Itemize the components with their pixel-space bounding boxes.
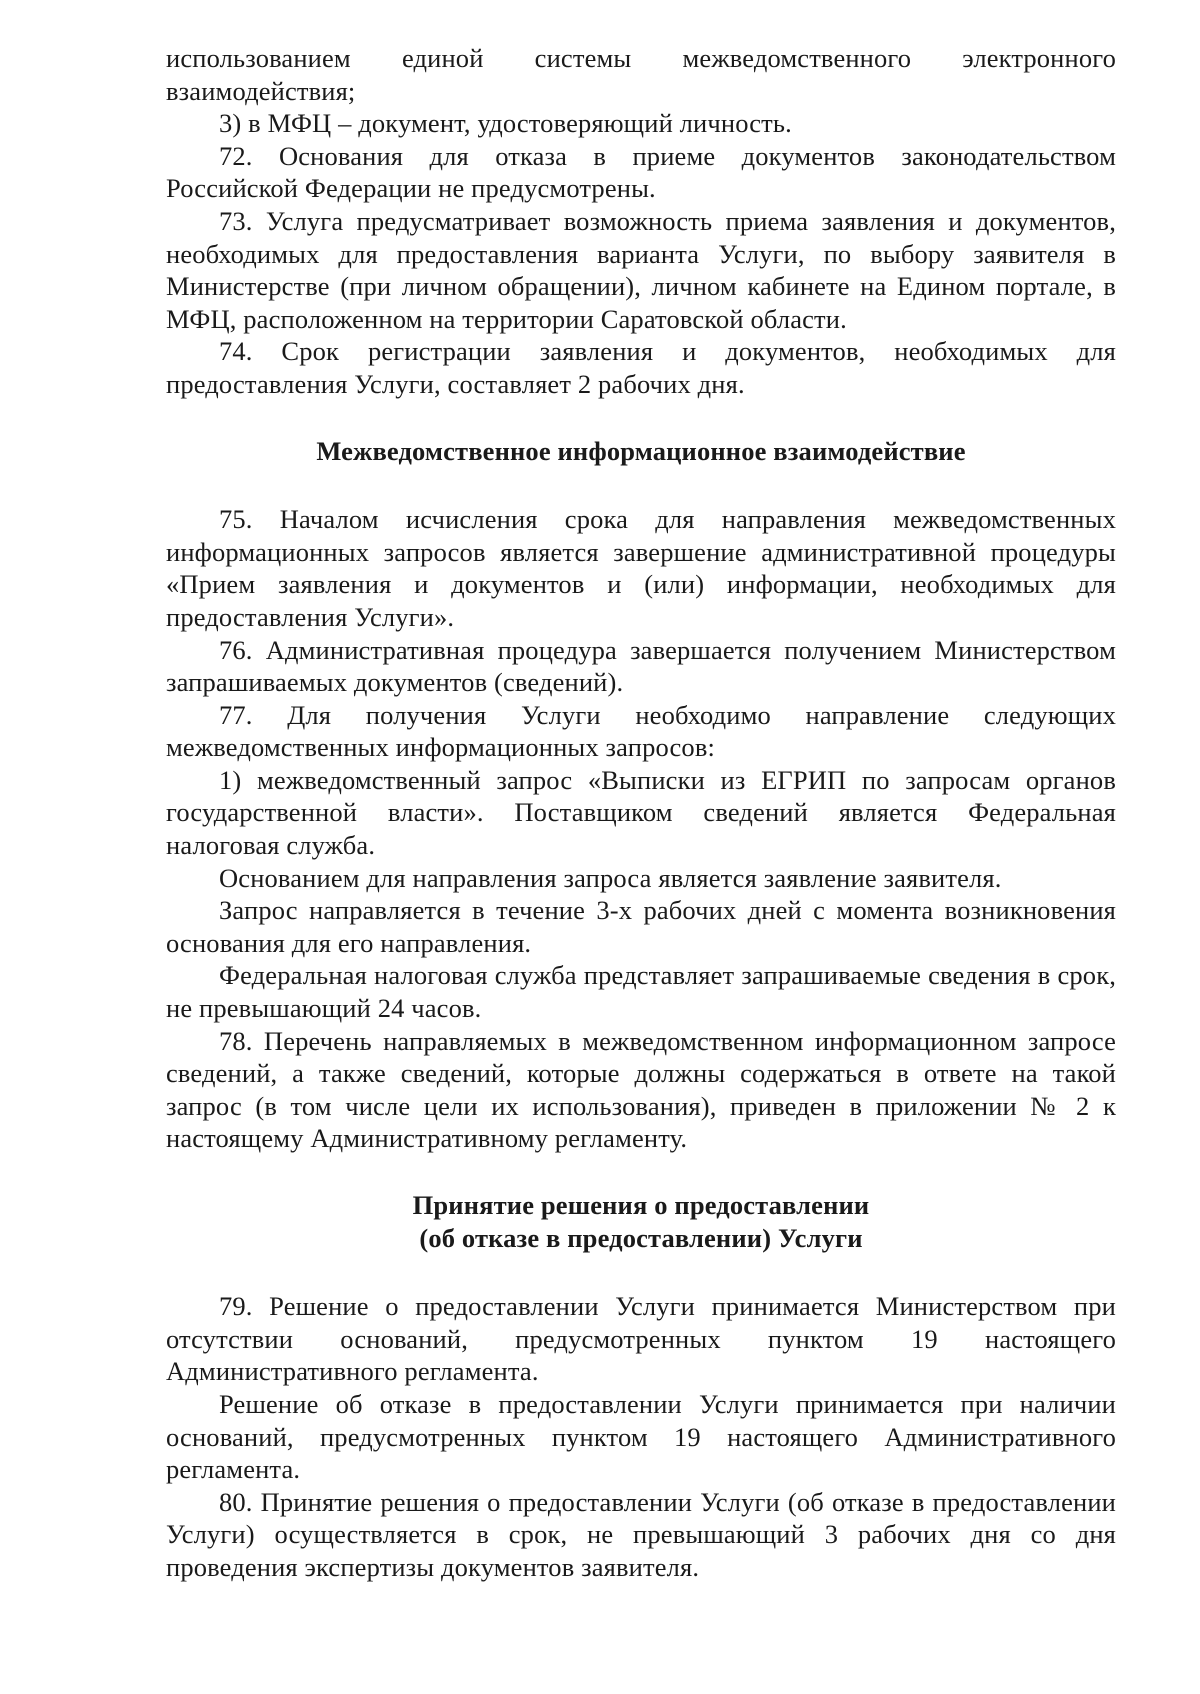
section-heading-line-1: Принятие решения о предоставлении [412, 1190, 870, 1220]
spacer [166, 1254, 1116, 1290]
paragraph-79: 79. Решение о предоставлении Услуги принимается Министерством при отсутствии оснований, предусмотренных пунктом 19 настоящего Административного регламента. [166, 1291, 1116, 1387]
section-heading-decision [166, 1189, 1116, 1254]
paragraph-74: 74. Срок регистрации заявления и документов, необходимых для предоставления Услуги, составляет 2 рабочих дня. [166, 336, 1116, 399]
list-item-1: 1) межведомственный запрос «Выписки из ЕГРИП по запросам органов государственной власти». Поставщиком сведений является Федеральная налоговая служба. [166, 764, 1116, 861]
spacer [166, 401, 1116, 435]
paragraph-continuation: использованием единой системы межведомственного электронного взаимодействия; [166, 43, 1116, 106]
paragraph-73: 73. Услуга предусматривает возможность приема заявления и документов, необходимых для предоставления варианта Услуги, по выбору заявителя в Министерстве (при личном обращении), личном кабинете на Едином портале, в МФЦ, расположенном на территории Саратовской области. [166, 205, 1116, 334]
section-heading-interagency: Межведомственное информационное взаимодействие [316, 435, 966, 466]
paragraph-78: 78. Перечень направляемых в межведомственном информационном запросе сведений, а также сведений, которые должны содержаться в ответе на такой запрос (в том числе цели их использования), приведен в приложении № 2 к настоящему Административному регламенту. [166, 1025, 1116, 1154]
paragraph-80: 80. Принятие решения о предоставлении Услуги (об отказе в предоставлении Услуги) осуществляется в срок, не превышающий 3 рабочих дня со дня проведения экспертизы документов заявителя. [166, 1486, 1116, 1582]
paragraph-refusal: Решение об отказе в предоставлении Услуги принимается при наличии оснований, предусмотренных пунктом 19 настоящего Административного регламента. [166, 1388, 1116, 1485]
list-item-3: 3) в МФЦ – документ, удостоверяющий личность. [219, 108, 792, 139]
paragraph-72: 72. Основания для отказа в приеме документов законодательством Российской Федерации не предусмотрены. [166, 140, 1116, 204]
paragraph-75: 75. Началом исчисления срока для направления межведомственных информационных запросов является завершение административной процедуры «Прием заявления и документов и (или) информации, необходимых для предоставления Услуги». [166, 504, 1116, 632]
section-heading-line-2: (об отказе в предоставлении) Услуги [419, 1222, 863, 1253]
spacer [166, 467, 1116, 503]
paragraph-request-timing: Запрос направляется в течение 3-х рабочих дней с момента возникновения основания для его направления. [166, 895, 1116, 958]
document-page [166, 42, 1116, 1584]
paragraph-76: 76. Административная процедура завершается получением Министерством запрашиваемых документов (сведений). [166, 634, 1116, 698]
paragraph-tax-service: Федеральная налоговая служба представляет запрашиваемые сведения в срок, не превышающий 24 часов. [166, 960, 1116, 1024]
paragraph-basis: Основанием для направления запроса является заявление заявителя. [219, 862, 1002, 893]
paragraph-77: 77. Для получения Услуги необходимо направление следующих межведомственных информационных запросов: [166, 699, 1116, 763]
spacer [166, 1155, 1116, 1189]
